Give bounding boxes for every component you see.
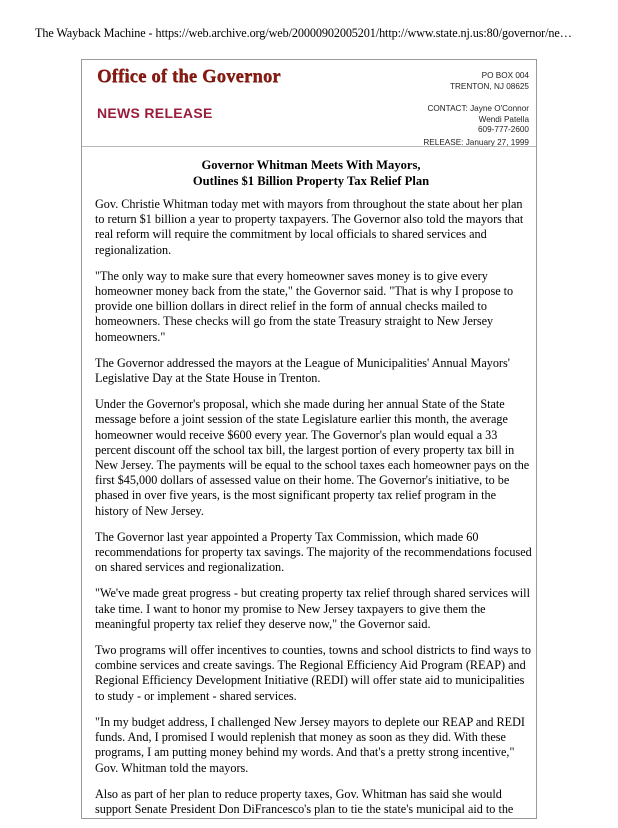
address-block (450, 71, 529, 92)
contact-line: 609-777-2600 (478, 125, 529, 134)
contact-line: CONTACT: Jayne O'Connor (427, 104, 529, 113)
paragraph: Two programs will offer incentives to counties, towns and school districts to find ways to combine services and create savings. The Regional Efficiency Aid Program (REAP) and Regional Efficiency Development Initiative (REDI) will offer state aid to municipalities to study - or implement - shared services. (95, 643, 531, 703)
release-date: RELEASE: January 27, 1999 (423, 138, 529, 147)
address-line: PO BOX 004 (481, 71, 529, 80)
paragraph: Gov. Christie Whitman today met with mayors from throughout the state about her plan to return $1 billion a year to property taxpayers. The Governor also told the mayors that real reform will require the commitment by local officials to shared services and regionalization. (95, 197, 524, 257)
address-line: TRENTON, NJ 08625 (449, 81, 529, 91)
contact-line: Wendi Patella (478, 114, 529, 124)
news-release-label: NEWS RELEASE (97, 105, 213, 121)
office-title: Office of the Governor (97, 67, 281, 87)
page-header-title: The Wayback Machine - https://web.archive.org/web/20000902005201/http://www.state.nj.us:80/governor/ne… (35, 26, 572, 40)
letterhead-divider (82, 146, 536, 147)
paragraph: Also as part of her plan to reduce property taxes, Gov. Whitman has said she would support Senate President Don DiFrancesco's plan to tie the state's municipal aid to the (95, 786, 514, 816)
headline-line: Governor Whitman Meets With Mayors, (201, 158, 421, 172)
paragraph: The Governor addressed the mayors at the League of Municipalities' Annual Mayors' Legislative Day at the State House in Trenton. (95, 355, 510, 386)
paragraph: The Governor last year appointed a Property Tax Commission, which made 60 recommendations for property tax savings. The majority of the recommendations focused on shared services and regionalization. (95, 529, 532, 575)
article-body (95, 197, 532, 828)
headline-line: Outlines $1 Billion Property Tax Relief Plan (192, 173, 430, 188)
letterhead (85, 63, 533, 150)
paragraph: "The only way to make sure that every homeowner saves money is to give every homeowner money back from the state," the Governor said. "That is why I propose to provide one billion dollars in direct relief in the form of annual checks mailed to homeowners. These checks will go from the state Treasury straight to New Jersey homeowners." (95, 268, 514, 344)
contact-block (427, 104, 529, 136)
headline (95, 158, 527, 189)
paragraph: "In my budget address, I challenged New Jersey mayors to deplete our REAP and REDI funds. And, I promised I would replenish that money as soon as they did. With these programs, I am putting money behind my words. And that's a pretty strong incentive," Gov. Whitman told the mayors. (95, 714, 525, 775)
paragraph: Under the Governor's proposal, which she made during her annual State of the State message before a joint session of the state Legislature earlier this month, the average homeowner would receive $600 every year. The Governor's plan would equal a 33 percent discount off the school tax bill, the largest portion of every property tax bill in New Jersey. The payments will be equal to the school taxes each homeowner pays on the first $45,000 dollars of assessed value on their home. The Governor's initiative, to be phased in over five years, is the most significant property tax relief program in the history of New Jersey. (95, 397, 530, 518)
paragraph: "We've made great progress - but creating property tax relief through shared services will take time. I want to honor my promise to New Jersey taxpayers to give them the meaningful property tax relief they deserve now," the Governor said. (95, 586, 530, 631)
